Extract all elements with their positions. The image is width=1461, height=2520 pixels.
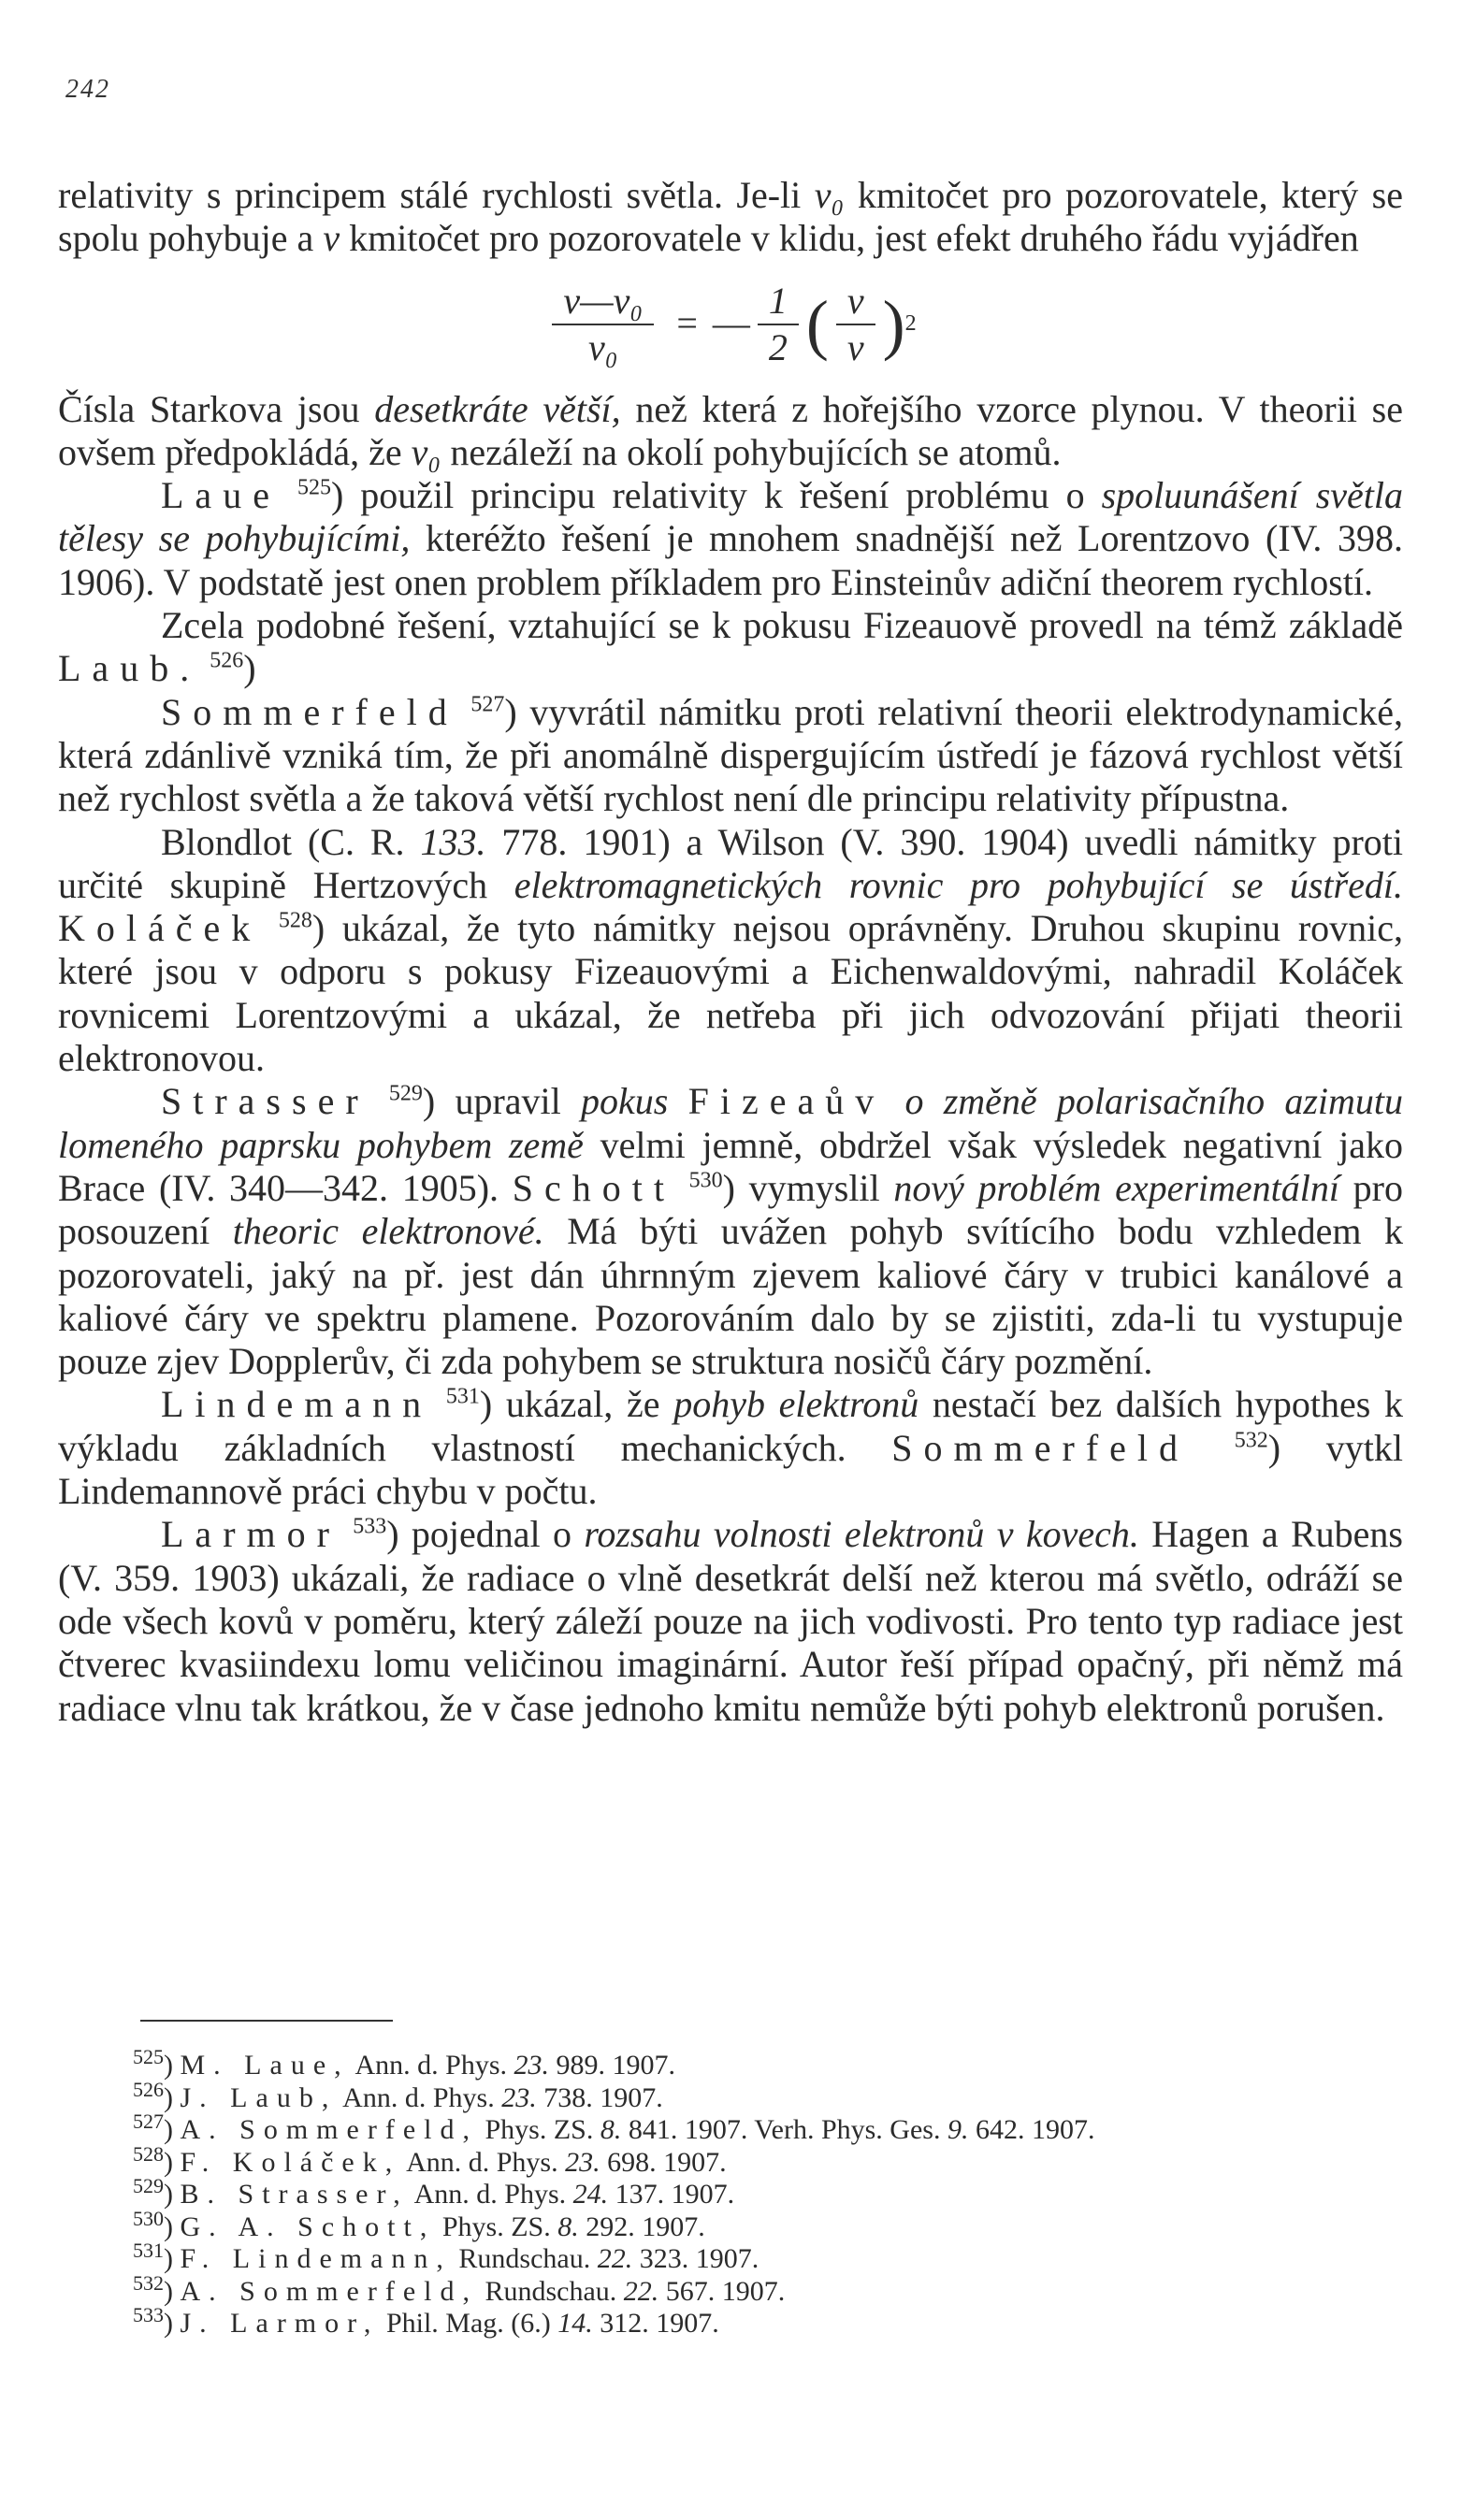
left-paren: ( <box>805 286 829 362</box>
author-name: Koláček <box>58 907 262 950</box>
equals-sign: = <box>676 302 698 345</box>
fraction-v-nu: $\frac{v}{\nu}$ <box>836 279 875 370</box>
footnote-ref: 527 <box>470 692 505 717</box>
page-number: 242 <box>65 75 110 104</box>
footnote: $^{527}$) A. Sommerfeld, Phys. ZS. 8. 841. 1907. Verh. Phys. Ges. 9. 642. 1907. <box>133 2110 1095 2145</box>
paragraph-5: Sommerfeld $^{527}$) vyvrátil námitku proti relativní theorii elektrodynamické, která zdánlivě vzniká tím, že při anomálně dispergujícím ústředí je fázová rychlost větší než rychlost světla a že taková větší rychlost není dle principu relativity přípustna. <box>58 690 1403 820</box>
paragraph-3: Laue $^{525}$) použil principu relativity k řešení problému o spoluunášení světla tělesy se pohybujícími, kteréžto řešení je mnohem snadnější než Lorentzovo (IV. 398. 1906). V podstatě jest onen problem příkladem pro Einsteinův adiční theorem rychlostí. <box>58 474 1403 603</box>
footnotes <box>58 2045 1403 2340</box>
paragraph-7: Strasser $^{529}$) upravil pokus Fizeaův o změně polarisačního azimutu lomeného paprsku pohybem země velmi jemně, obdržel však výsledek negativní jako Brace (IV. 340—342. 1905). Schott $^{530}$) vymyslil nový problém experimentální pro posouzení theoric elektronové. Má býti uvážen pohyb svítícího bodu vzhledem k pozorovateli, jaký na př. jest dán úhrnným zjevem kaliové čáry v trubici kanálové a kaliové čáry ve spektru plamene. Pozorováním dalo by se zjistiti, zda-li tu vystupuje pouze zjev Dopplerův, či zda pohybem se struktura nosičů čáry pozmění. <box>58 1080 1404 1383</box>
paragraph-6: Blondlot (C. R. 133. 778. 1901) a Wilson (V. 390. 1904) uvedli námitky proti určité skupině Hertzových elektromagnetických rovnic pro pohybující se ústředí. Koláček $^{528}$) ukázal, že tyto námitky nejsou oprávněny. Druhou skupinu rovnic, které jsou v odporu s pokusy Fizeauovými a Eichenwaldovými, nahradil Koláček rovnicemi Lorentzovými a ukázal, že netřeba při jich odvozování přijati theorii elektronovou. <box>58 820 1404 1080</box>
paragraph-4: Zcela podobné řešení, vztahující se k pokusu Fizeauově provedl na témž základě Laub. $^{526}$) <box>58 604 1403 690</box>
paragraph-1: relativity s principem stálé rychlosti světla. Je-li ν₀ kmitočet pro pozorovatele, který se spolu pohybuje a ν kmitočet pro pozorovatele v klidu, jest efekt druhého řádu vyjádřen <box>58 174 1404 260</box>
author-name: Fizeaův <box>687 1080 886 1123</box>
exponent: 2 <box>904 311 917 337</box>
minus-sign: — <box>712 302 750 345</box>
footnote: $^{532}$) A. Sommerfeld, Rundschau. 22. 567. 1907. <box>133 2270 786 2307</box>
paragraph-2: Čísla Starkova jsou desetkráte větší, než která z hořejšího vzorce plynou. V theorii se ovšem předpokládá, že ν₀ nezáleží na okolí pohybujících se atomů. <box>58 387 1403 473</box>
footnote: $^{529}$) B. Strasser, Ann. d. Phys. 24. 137. 1907. <box>133 2174 735 2210</box>
author-name: Larmor <box>161 1513 340 1556</box>
footnote-ref: 525 <box>297 475 331 500</box>
author-name: Strasser <box>161 1080 369 1123</box>
footnote-ref: 526 <box>210 649 244 674</box>
formula <box>58 261 1403 388</box>
author-name: Lindemann <box>161 1383 433 1426</box>
footnote: $^{530}$) G. A. Schott, Phys. ZS. 8. 292. 1907. <box>133 2206 705 2242</box>
footnote-ref: 528 <box>278 908 312 933</box>
footnote-ref: 530 <box>688 1168 723 1193</box>
footnote: $^{528}$) F. Koláček, Ann. d. Phys. 23. 698. 1907. <box>133 2141 727 2178</box>
footnote-ref: 529 <box>388 1082 423 1107</box>
footnote: $^{525}$) M. Laue, Ann. d. Phys. 23. 989. 1907. <box>133 2045 676 2081</box>
fraction-left: $\frac{\text{ν—ν₀}}{\text{ν₀}}$ <box>552 279 654 370</box>
paragraph-8: Lindemann $^{531}$) ukázal, že pohyb elektronů nestačí bez dalších hypothes k výkladu základních vlastností mechanických. Sommerfeld $^{532}$) vytkl Lindemannově práci chybu v počtu. <box>58 1383 1404 1513</box>
fraction-half: $\frac{1}{2}$ <box>758 279 799 370</box>
footnote: $^{526}$) J. Laub, Ann. d. Phys. 23. 738. 1907. <box>133 2077 663 2113</box>
footnote-ref: 531 <box>445 1385 480 1410</box>
right-paren: ) <box>882 286 905 362</box>
author-name: Laub. <box>58 647 201 690</box>
author-name: Laue <box>161 474 281 517</box>
footnote-ref: 532 <box>1234 1428 1268 1453</box>
footnote: $^{531}$) F. Lindemann, Rundschau. 22. 323. 1907. <box>133 2239 759 2274</box>
footnote-divider <box>140 2020 393 2022</box>
footnote: $^{533}$) J. Larmor, Phil. Mag. (6.) 14. 312. 1907. <box>133 2303 719 2339</box>
author-name: Sommerfeld <box>161 690 458 733</box>
main-text <box>58 174 1403 1730</box>
author-name: Schott <box>512 1166 675 1209</box>
footnote-ref: 533 <box>353 1514 387 1539</box>
paragraph-9: Larmor $^{533}$) pojednal o rozsahu volnosti elektronů v kovech. Hagen a Rubens (V. 359. 1903) ukázali, že radiace o vlně desetkrát delší než kterou má světlo, odráží se ode všech kovů v poměru, který záleží pouze na jich vodivosti. Pro tento typ radiace jest čtverec kvasiindexu lomu veličinou imaginární. Autor řeší případ opačný, při němž má radiace vlnu tak krátkou, že v čase jednoho kmitu nemůže býti pohyb elektronů porušen. <box>58 1513 1403 1729</box>
author-name: Sommerfeld <box>891 1426 1190 1469</box>
